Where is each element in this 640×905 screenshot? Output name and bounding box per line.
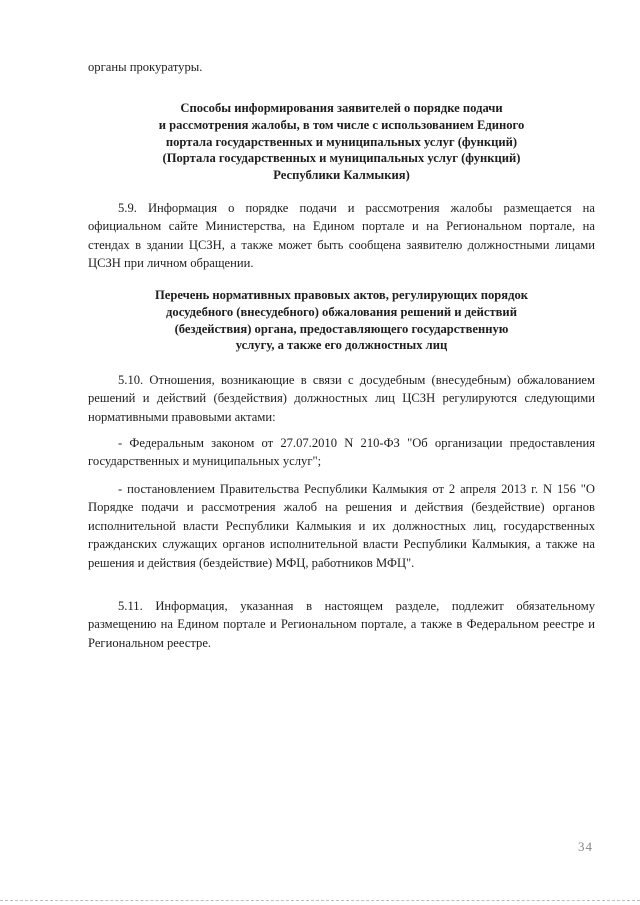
heading-line: (бездействия) органа, предоставляющего государственную [174,321,509,336]
list-item-government-resolution: - постановлением Правительства Республики Калмыкия от 2 апреля 2013 г. N 156 "О Порядке подачи и рассмотрения жалоб на решения и действия (бездействие) органов исполнительной власти Республики Калмыкия и их должностных лиц, государственных гражданских служащих органов исполнительной власти Республики Калмыкия, а также на решения и действия (бездействие) МФЦ, работников МФЦ". [88,482,595,570]
page-bottom-edge [0,900,640,901]
heading-line: Способы информирования заявителей о порядке подачи [180,101,503,115]
heading-line: и рассмотрения жалобы, в том числе с использованием Единого [158,117,525,132]
heading-line: портала государственных и муниципальных услуг (функций) [165,134,518,149]
paragraph-5-10: 5.10. Отношения, возникающие в связи с досудебным (внесудебным) обжалованием решений и действий (бездействия) должностных лиц ЦСЗН регулируются следующими нормативными правовыми актами: [88,373,595,424]
paragraph-5-9: 5.9. Информация о порядке подачи и рассмотрения жалобы размещается на официальном сайте Министерства, на Едином портале и на Региональном портале, на стендах в здании ЦСЗН, а также может быть сообщена заявителю должностными лицами ЦСЗН при личном обращении. [88,201,595,271]
section-heading-normative-acts [88,287,595,354]
section-heading-complaint-information [88,100,595,184]
paragraph-5-11: 5.11. Информация, указанная в настоящем разделе, подлежит обязательному размещению на Едином портале и Региональном портале, а также в Федеральном реестре и Региональном реестре. [88,599,595,650]
heading-line: (Портала государственных и муниципальных услуг (функций) [162,151,521,166]
heading-line: услугу, а также его должностных лиц [235,338,448,353]
heading-line: Перечень нормативных правовых актов, регулирующих порядок [154,288,529,302]
continuation-text: органы прокуратуры. [88,60,203,74]
page-number: 34 [578,839,593,854]
list-item-federal-law: - Федеральным законом от 27.07.2010 N 210-ФЗ "Об организации предоставления государственных и муниципальных услуг"; [88,436,595,469]
heading-line: досудебного (внесудебного) обжалования решений и действий [166,304,517,319]
heading-line: Республики Калмыкия) [273,168,410,183]
